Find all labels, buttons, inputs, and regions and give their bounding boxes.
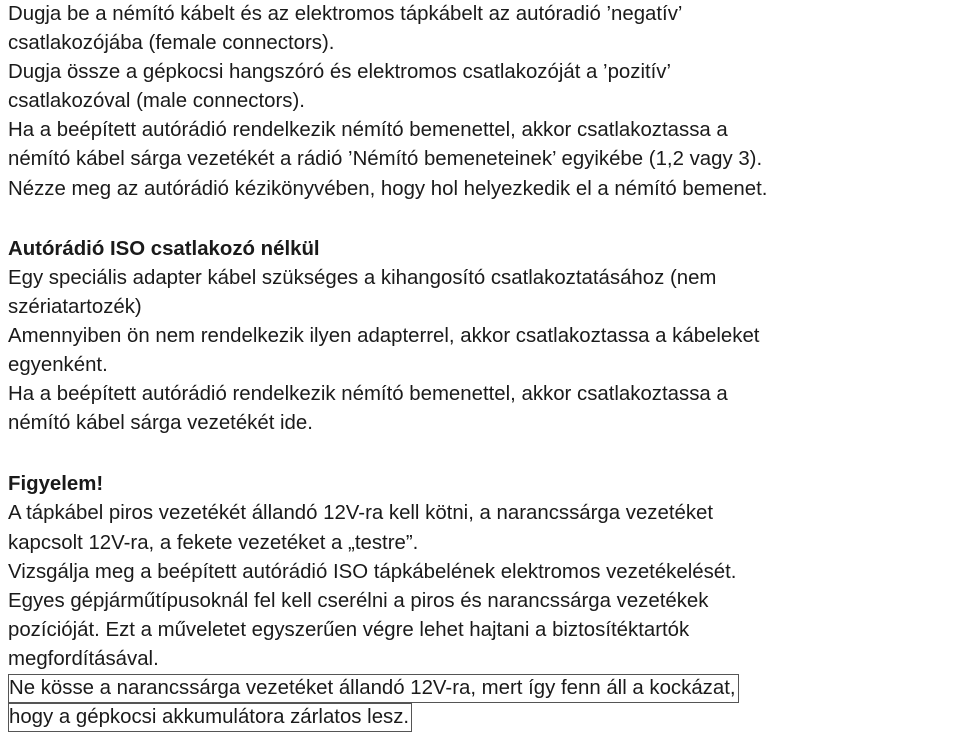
text-line: Nézze meg az autórádió kézikönyvében, hogy hol helyezkedik el a némító bemenet.	[8, 177, 768, 200]
boxed-warning-line: hogy a gépkocsi akkumulátora zárlatos lesz.	[8, 703, 412, 732]
text-line: egyenként.	[8, 354, 108, 377]
text-line: pozícióját. Ezt a műveletet egyszerűen végre lehet hajtani a biztosítéktartók	[8, 618, 690, 641]
text-line: kapcsolt 12V-ra, a fekete vezetéket a „testre”.	[8, 531, 419, 554]
boxed-line-wrapper	[8, 703, 953, 732]
section-heading: Autórádió ISO csatlakozó nélkül	[8, 237, 320, 260]
warning-section	[8, 470, 953, 732]
text-line: Amennyiben ön nem rendelkezik ilyen adapterrel, akkor csatlakoztassa a kábeleket	[8, 324, 760, 347]
text-line: Egy speciális adapter kábel szükséges a kihangosító csatlakoztatásához (nem	[8, 266, 717, 289]
paragraph-gap	[8, 438, 953, 470]
connection-instructions	[8, 0, 953, 204]
text-line: Dugja be a némító kábelt és az elektromos tápkábelt az autóradió ’negatív’	[8, 3, 683, 25]
paragraph-gap	[8, 204, 953, 235]
boxed-warning-line: Ne kösse a narancssárga vezetéket állandó 12V-ra, mert így fenn áll a kockázat,	[8, 674, 739, 703]
text-line: Vizsgálja meg a beépített autórádió ISO tápkábelének elektromos vezetékelését.	[8, 560, 737, 583]
warning-heading: Figyelem!	[8, 473, 104, 496]
text-line: némító kábel sárga vezetékét a rádió ’Némító bemeneteinek’ egyikébe (1,2 vagy 3).	[8, 148, 763, 171]
boxed-line-wrapper	[8, 674, 953, 703]
document-page	[8, 0, 953, 732]
text-line: Dugja össze a gépkocsi hangszóró és elektromos csatlakozóját a ’pozitív’	[8, 61, 672, 84]
text-line: Ha a beépített autórádió rendelkezik némító bemenettel, akkor csatlakoztassa a	[8, 383, 728, 406]
text-line: némító kábel sárga vezetékét ide.	[8, 412, 313, 435]
text-line: Ha a beépített autórádió rendelkezik némító bemenettel, akkor csatlakoztassa a	[8, 119, 728, 142]
text-line: szériatartozék)	[8, 295, 142, 318]
text-line: A tápkábel piros vezetékét állandó 12V-ra kell kötni, a narancssárga vezetéket	[8, 502, 714, 525]
no-iso-section	[8, 235, 953, 439]
text-line: Egyes gépjárműtípusoknál fel kell cserélni a piros és narancssárga vezetékek	[8, 589, 709, 612]
text-line: megfordításával.	[8, 647, 159, 670]
text-line: csatlakozóval (male connectors).	[8, 90, 305, 113]
text-line: csatlakozójába (female connectors).	[8, 32, 335, 55]
